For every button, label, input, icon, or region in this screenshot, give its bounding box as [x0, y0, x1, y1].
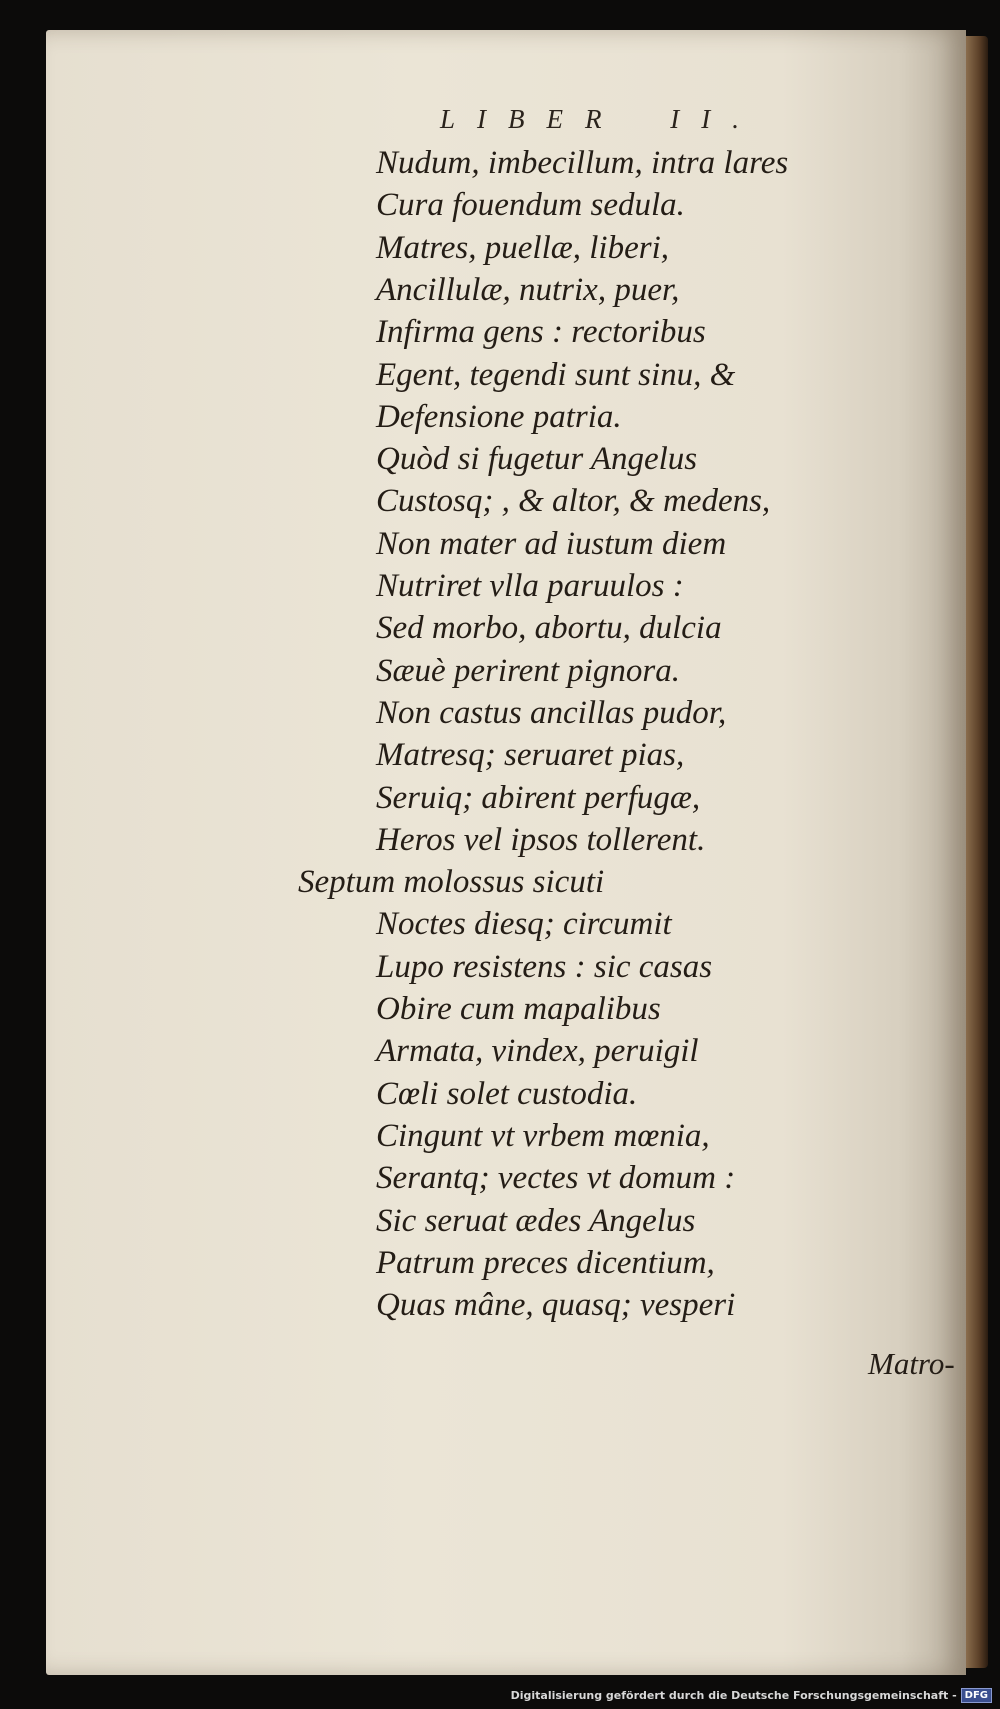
verse-line: Obire cum mapalibus — [376, 991, 661, 1027]
dfg-logo: DFG — [961, 1688, 992, 1703]
verse-line: Heros vel ipsos tollerent. — [376, 821, 706, 858]
verse-line: Noctes diesq; circumit — [376, 906, 672, 943]
verse-line: Cingunt vt vrbem mœnia, — [376, 1117, 710, 1154]
digitization-credit — [511, 1688, 992, 1703]
verse-line: Seruiq; abirent perfugæ, — [376, 779, 701, 816]
verse-line: Patrum preces dicentium, — [376, 1244, 715, 1281]
verse-line: Quas mâne, quasq; vesperi — [376, 1287, 736, 1324]
verse-line: Matres, puellæ, liberi, — [376, 229, 670, 266]
running-head: LIBER II. — [440, 104, 761, 134]
verse-line: Infirma gens : rectoribus — [376, 314, 706, 351]
verse-line: Ancillulæ, nutrix, puer, — [376, 271, 680, 308]
verse-line: Non mater ad iustum diem — [376, 525, 727, 562]
verse-line: Sæuè perirent pignora. — [376, 652, 681, 689]
verse-line: Custosq; , & altor, & medens, — [376, 483, 771, 520]
catchword: Matro- — [868, 1346, 955, 1381]
credit-text: Digitalisierung gefördert durch die Deutsche Forschungsgemeinschaft - — [510, 1689, 957, 1702]
verse-line: Sed morbo, abortu, dulcia — [376, 610, 722, 647]
verse-line: Lupo resistens : sic casas — [376, 948, 713, 985]
verse-line: Nudum, imbecillum, intra lares — [376, 145, 789, 181]
verse-line: Nutriret vlla paruulos : — [376, 568, 684, 604]
verse-line: Septum molossus sicuti — [298, 864, 605, 901]
page-edge — [966, 36, 988, 1668]
verse-line: Quòd si fugetur Angelus — [376, 441, 698, 478]
verse-line: Sic seruat ædes Angelus — [376, 1202, 696, 1239]
verse-line: Egent, tegendi sunt sinu, & — [376, 356, 736, 393]
verse-line: Non castus ancillas pudor, — [376, 694, 727, 731]
verse-line: Cœli solet custodia. — [376, 1075, 638, 1112]
verse-line: Cura fouendum sedula. — [376, 187, 685, 224]
verse-line: Matresq; seruaret pias, — [376, 737, 685, 774]
verse-line: Defensione patria. — [376, 398, 622, 435]
verse-line: Serantq; vectes vt domum : — [376, 1160, 736, 1197]
verse-line: Armata, vindex, peruigil — [376, 1033, 699, 1070]
